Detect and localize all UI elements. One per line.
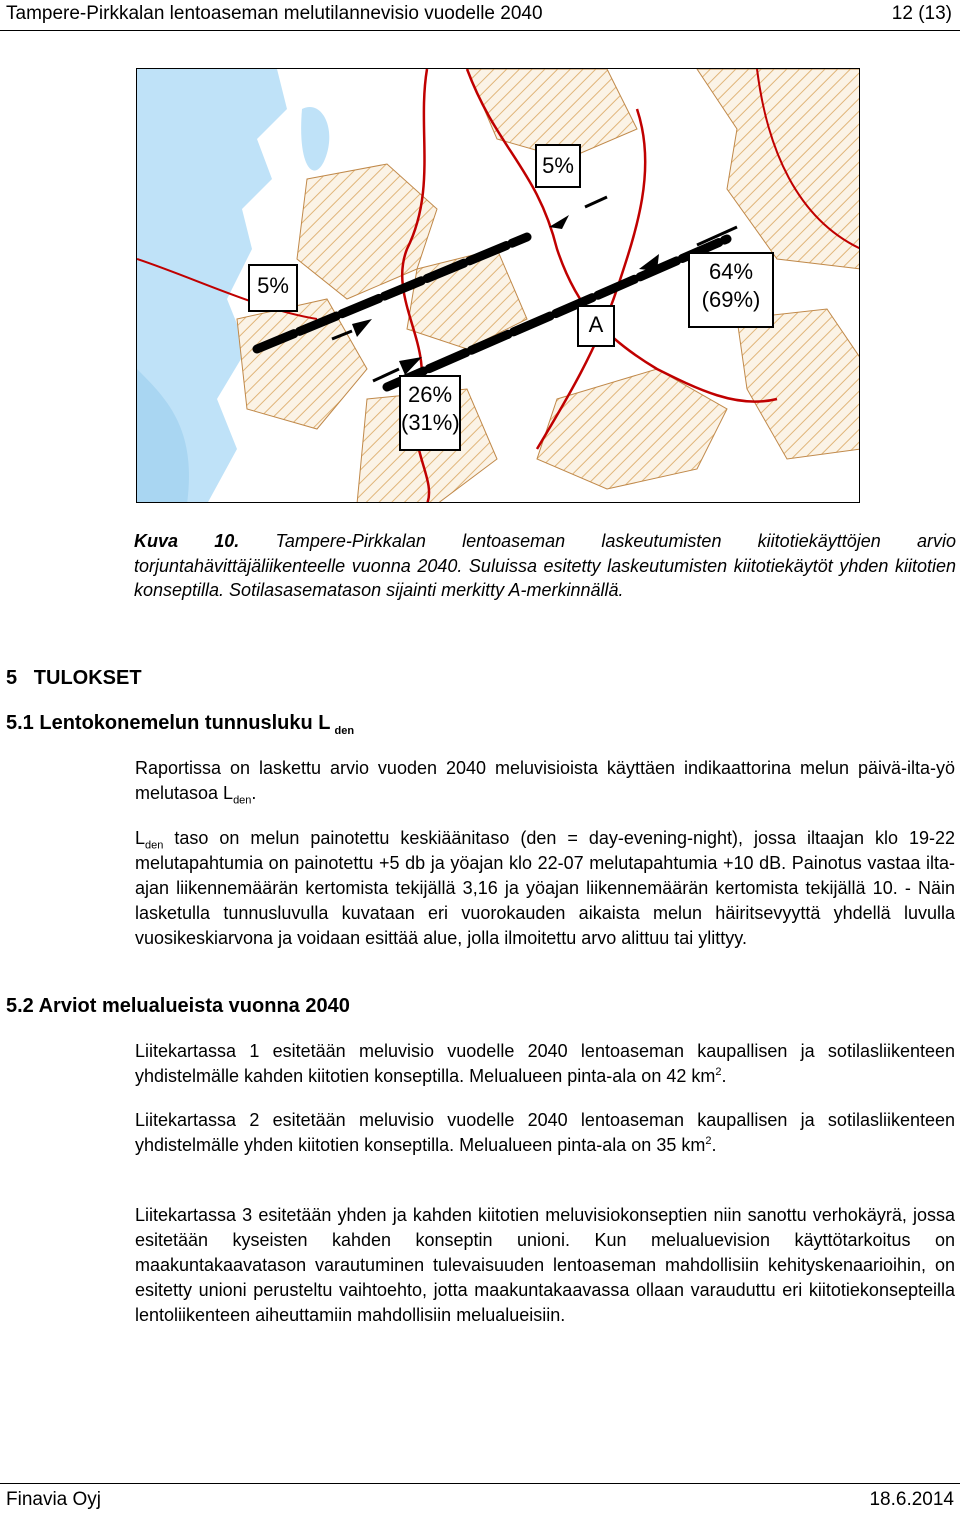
paragraph-4 (135, 1108, 955, 1158)
forest-area (737, 309, 860, 459)
paragraph-text: Liitekartassa 1 esitetään meluvisio vuodelle 2040 lentoaseman kaupallisen ja sotilasliikenteen yhdistelmälle kahden kiitotien konseptilla. Melualueen pinta-ala on 42 km (135, 1041, 955, 1086)
paragraph-1 (135, 756, 955, 806)
section-number: 5 (6, 667, 18, 689)
label-text: (31%) (401, 410, 460, 435)
arrow-left-head (352, 319, 372, 337)
paragraph-5 (135, 1203, 955, 1328)
paragraph-3 (135, 1039, 955, 1089)
figure-caption (134, 529, 956, 603)
forest-area (237, 299, 367, 429)
section-heading (6, 667, 142, 690)
caption-label: Kuva 10. (134, 531, 240, 551)
paragraph-text: . (721, 1066, 727, 1086)
caption-text: Tampere-Pirkkalan lentoaseman laskeutumisten kiitotiekäyttöjen arvio torjuntahävittäjäliikenteelle vuonna 2040. Suluissa esitetty laskeutumisten kiitotiekäytöt yhden kiitotien konseptilla. Sotilasasematason sijainti merkitty A-merkinnällä. (134, 531, 956, 600)
paragraph-text: Liitekartassa 3 esitetään yhden ja kahden kiitotien meluvisiokonseptien niin sanottu verhokäyrä, jossa esitetään kyseisten kahden konseptin unioni. Kun melualuevision käyttötarkoitus on maakuntakaavatason varautuminen tulevaisuuden lentoaseman mahdollisiin kehityskenaarioihin, on esitetty unioni perusteltu vaihtoehto, jotta maakuntakaavassa ollaan varauduttu eri kiitotiekonsepteilla lentoliikenteen aiheuttamiin mahdollisiin melualueisiin. (135, 1205, 955, 1325)
document-title: Tampere-Pirkkalan lentoaseman melutilannevisio vuodelle 2040 (6, 3, 543, 24)
subsection-title: 5.1 Lentokonemelun tunnusluku L (6, 712, 331, 734)
arrow-right-head (639, 254, 659, 271)
subsection-heading-5-1 (6, 712, 354, 735)
paragraph-2 (135, 826, 955, 951)
paragraph-text: . (251, 783, 257, 803)
subsection-heading-5-2 (6, 995, 350, 1018)
superscript: 2 (715, 1066, 722, 1078)
superscript: 2 (705, 1135, 712, 1147)
paragraph-text: Raportissa on laskettu arvio vuoden 2040 meluvisioista käyttäen indikaattorina melun päivä-ilta-yö melutasoa L (135, 758, 955, 803)
paragraph-text: Liitekartassa 2 esitetään meluvisio vuodelle 2040 lentoaseman kaupallisen ja sotilasliikenteen yhdistelmälle yhden kiitotien konseptilla. Melualueen pinta-ala on 35 km (135, 1110, 955, 1155)
share-label-left (248, 264, 298, 312)
paragraph-text: . (711, 1135, 717, 1155)
label-text: A (588, 312, 604, 337)
header-rule (0, 30, 960, 31)
arrow-shaft (585, 197, 607, 207)
subscript: den (334, 725, 355, 737)
paragraph-text: L (135, 828, 146, 848)
page-footer (0, 1483, 960, 1516)
share-label-bottom (399, 375, 461, 451)
label-text: 5% (257, 273, 289, 298)
military-location-label (577, 305, 615, 347)
share-label-top (535, 144, 581, 188)
document-date: 18.6.2014 (869, 1489, 954, 1510)
page-header (0, 0, 960, 30)
label-text: 5% (542, 153, 574, 178)
company-name: Finavia Oyj (6, 1489, 102, 1510)
page-number: 12 (13) (891, 3, 952, 24)
section-title: TULOKSET (33, 667, 142, 689)
subscript: den (233, 794, 252, 807)
pond (301, 107, 329, 171)
paragraph-text: taso on melun painotettu keskiäänitaso (den = day-evening-night), jossa iltaajan klo 19-22 melutapahtumia on painotettu +5 db ja yöajan klo 22-07 melutapahtumia +10 dB. Painotus vastaa ilta-ajan liikennemäärän kertomista tekijällä 3,16 ja yöajan liikennemäärän kertomista tekijällä 10. - Näin lasketulla tunnusluvulla kuvataan eri vuorokauden aikaista melun häiritsevyyttä yhdellä luvulla vuosikeskiarvona ja voidaan esittää alue, jolla ilmoitettu arvo alittuu tai ylittyy. (135, 828, 955, 948)
runway-usage-map (136, 68, 860, 503)
label-text: 26% (407, 382, 453, 407)
subscript: den (145, 839, 164, 852)
footer-rule (0, 1483, 960, 1484)
label-text: 64% (708, 259, 754, 284)
subsection-title: 5.2 Arviot melualueista vuonna 2040 (6, 995, 350, 1017)
label-text: (69%) (701, 287, 761, 312)
share-label-right (688, 252, 774, 328)
arrow-top-head (549, 215, 569, 229)
